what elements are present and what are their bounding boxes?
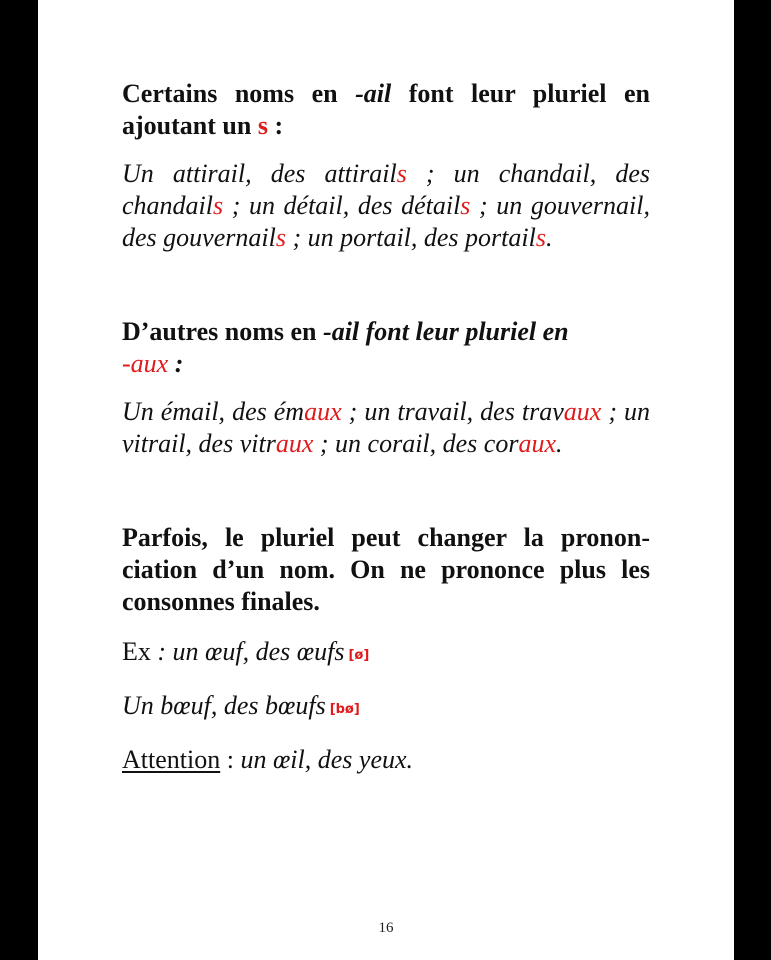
example-text: ; un détail, des détail — [223, 191, 461, 220]
heading-text: D’autres noms en — [122, 317, 324, 346]
heading-red-letter: s — [257, 111, 268, 140]
section3-heading: Parfois, le pluriel peut changer la pronon- ciation d’un nom. On ne prononce plus les consonnes finales. — [122, 523, 650, 616]
example-text: ; un corail, des cor — [313, 429, 519, 458]
example-line-boeuf — [122, 690, 650, 726]
example-text: ; un portail, des portail — [285, 223, 536, 252]
document-page — [38, 0, 734, 960]
example-text: ; un gouvernail, des gouvernail — [122, 191, 650, 252]
section1-examples — [122, 158, 650, 254]
plural-ending: aux — [563, 397, 602, 426]
plural-ending: aux — [518, 429, 557, 458]
phonetic-tag: [bø] — [329, 702, 360, 717]
plural-ending: aux — [304, 397, 342, 426]
section1-heading — [122, 78, 650, 142]
plural-ending: aux — [275, 429, 314, 458]
example-text: Un bœuf, des bœufs — [122, 691, 326, 720]
attention-colon: : — [220, 745, 234, 774]
attention-label: Attention — [122, 745, 221, 774]
heading-emphasis: -ail — [355, 79, 392, 108]
heading-text: Certains noms en — [122, 79, 356, 108]
example-text: ; un vitrail, des vitr — [122, 397, 650, 458]
section2-heading — [122, 316, 650, 380]
example-text: . — [545, 223, 553, 252]
attention-line — [122, 744, 650, 776]
plural-ending: s — [396, 159, 407, 188]
plural-ending: s — [213, 191, 224, 220]
example-text: : un œuf, des œufs — [150, 637, 345, 666]
heading-text: font leur pluriel en ajoutant un — [122, 79, 650, 140]
page-number: 16 — [378, 920, 394, 936]
example-text: ; un travail, des trav — [341, 397, 564, 426]
section2-examples — [122, 396, 650, 460]
example-text: un œil, des yeux. — [233, 745, 414, 774]
example-text: ; un chandail, des chandail — [122, 159, 650, 220]
example-text: Un émail, des ém — [122, 397, 305, 426]
heading-red-suffix: -aux — [122, 349, 169, 378]
phonetic-tag: [ø] — [348, 648, 370, 663]
ex-label: Ex — [122, 637, 151, 666]
page-content — [122, 76, 650, 776]
example-text: . — [556, 429, 563, 458]
example-line-oeuf — [122, 636, 650, 672]
plural-ending: s — [535, 223, 546, 252]
heading-emphasis: -ail font leur pluriel en — [323, 317, 569, 346]
plural-ending: s — [460, 191, 471, 220]
heading-colon: : — [267, 111, 284, 140]
plural-ending: s — [275, 223, 286, 252]
example-text: Un attirail, des attirail — [122, 159, 397, 188]
heading-colon: : — [168, 349, 184, 378]
